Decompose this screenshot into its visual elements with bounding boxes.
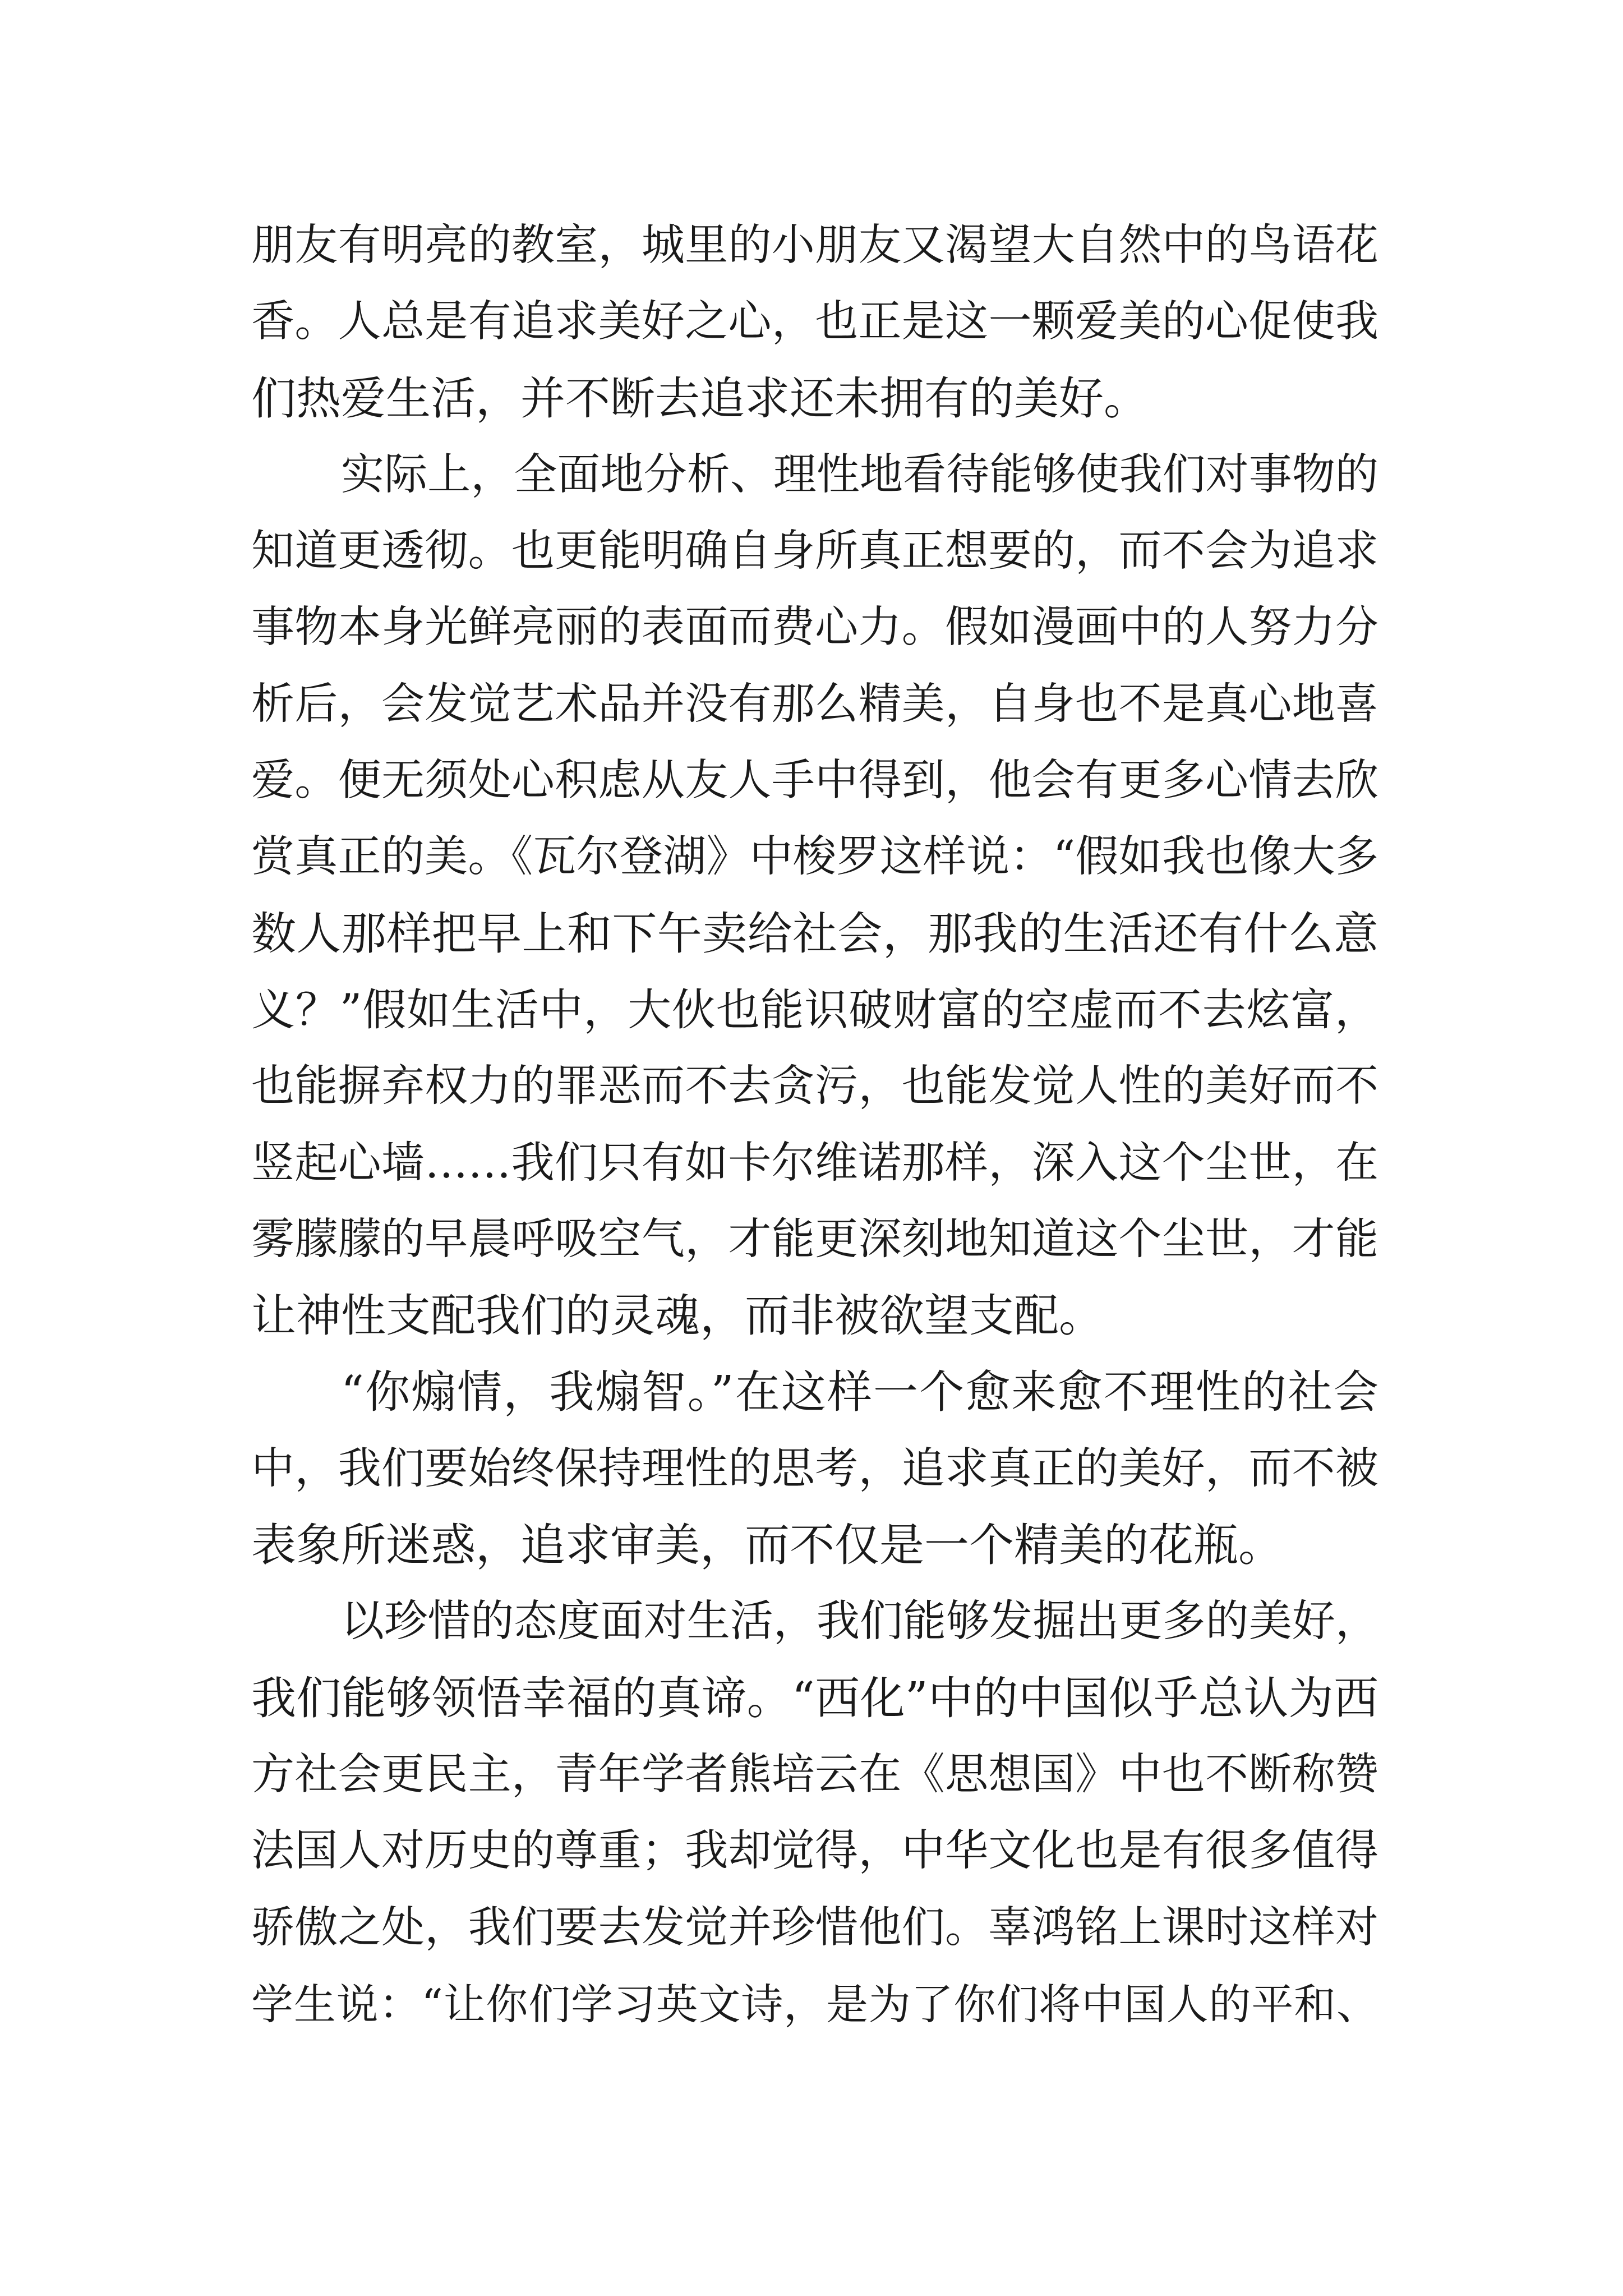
text-line: 朋友有明亮的教室，城里的小朋友又渴望大自然中的鸟语花: [251, 220, 1378, 270]
text-line: 中，我们要始终保持理性的思考，追求真正的美好，而不被: [251, 1443, 1378, 1494]
text-line: 以珍惜的态度面对生活，我们能够发掘出更多的美好，: [341, 1596, 1378, 1647]
text-line: 赏真正的美。《瓦尔登湖》中梭罗这样说：“假如我也像大多: [251, 832, 1378, 882]
text-line: 析后，会发觉艺术品并没有那么精美，自身也不是真心地喜: [251, 679, 1378, 729]
text-line: 知道更透彻。也更能明确自身所真正想要的，而不会为追求: [251, 526, 1378, 577]
text-line: 也能摒弃权力的罪恶而不去贪污，也能发觉人性的美好而不: [251, 1061, 1378, 1112]
text-line: 竖起心墙……我们只有如卡尔维诺那样，深入这个尘世，在: [251, 1138, 1378, 1188]
text-line: 雾朦朦的早晨呼吸空气，才能更深刻地知道这个尘世，才能: [251, 1214, 1378, 1264]
text-line: “你煽情，我煽智。”在这样一个愈来愈不理性的社会: [341, 1366, 1378, 1419]
text-line: 义？”假如生活中，大伙也能识破财富的空虚而不去炫富，: [251, 984, 1378, 1036]
text-line: 学生说：“让你们学习英文诗，是为了你们将中国人的平和、: [251, 1979, 1378, 2029]
text-line: 事物本身光鲜亮丽的表面而费心力。假如漫画中的人努力分: [251, 602, 1378, 653]
text-line: 方社会更民主，青年学者熊培云在《思想国》中也不断称赞: [251, 1749, 1378, 1800]
text-line: 表象所迷惑，追求审美，而不仅是一个精美的花瓶。: [251, 1519, 1283, 1572]
text-line: 爱。便无须处心积虑从友人手中得到，他会有更多心情去欣: [251, 756, 1378, 806]
text-line: 实际上，全面地分析、理性地看待能够使我们对事物的: [341, 449, 1378, 500]
text-line: 骄傲之处，我们要去发觉并珍惜他们。辜鸿铭上课时这样对: [251, 1902, 1378, 1953]
body-text: [251, 208, 1378, 2042]
text-line: 让神性支配我们的灵魂，而非被欲望支配。: [251, 1290, 1104, 1342]
text-line: 香。人总是有追求美好之心，也正是这一颗爱美的心促使我: [251, 297, 1378, 347]
text-line: 我们能够领悟幸福的真谛。“西化”中的中国似乎总认为西: [251, 1672, 1378, 1724]
text-line: 数人那样把早上和下午卖给社会，那我的生活还有什么意: [251, 907, 1378, 960]
text-line: 们热爱生活，并不断去追求还未拥有的美好。: [251, 372, 1149, 425]
text-line: 法国人对历史的尊重；我却觉得，中华文化也是有很多值得: [251, 1826, 1378, 1876]
